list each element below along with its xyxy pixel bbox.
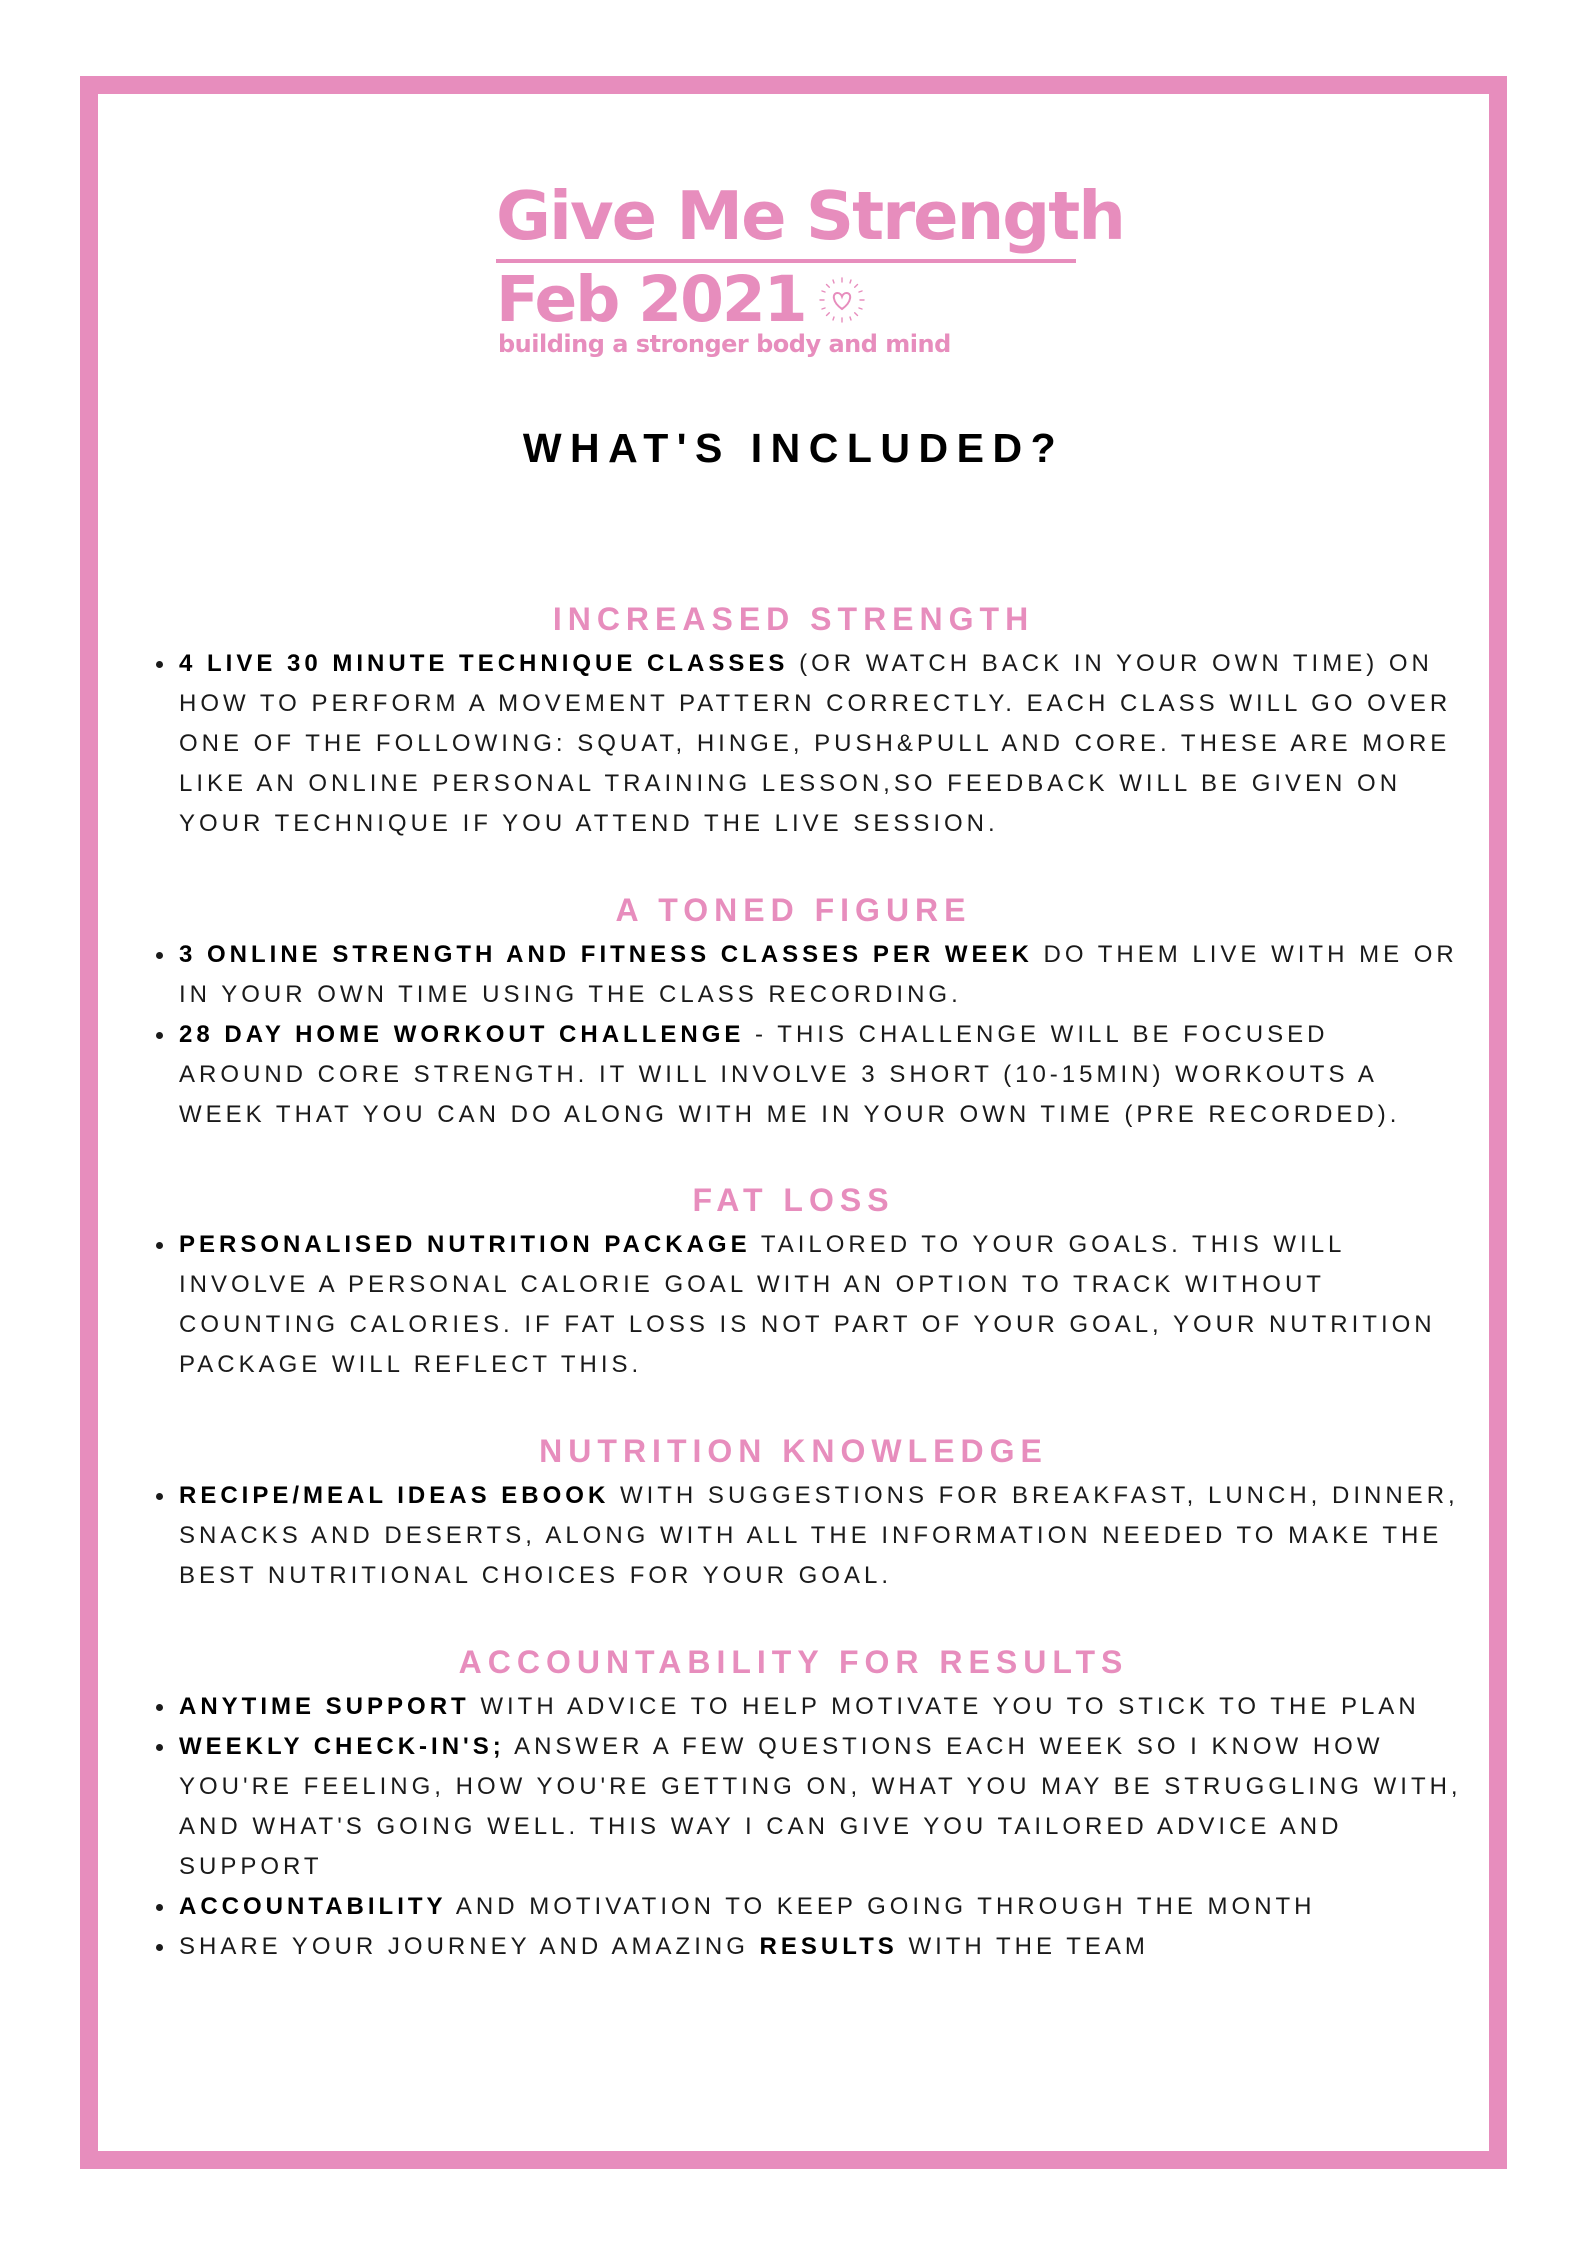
list-item-bold: ACCOUNTABILITY (179, 1893, 447, 1920)
list-item-bold: 4 LIVE 30 MINUTE TECHNIQUE CLASSES (179, 650, 789, 677)
list-item-text: WITH SUGGESTIONS FOR BREAKFAST, LUNCH, DINNER, SNACKS AND DESERTS, ALONG WITH ALL THE INFORMATION NEEDED TO MAKE THE BEST NUTRITIONAL CHOICES FOR YOUR GOAL. (179, 1482, 1459, 1589)
list-item-text: (OR WATCH BACK IN YOUR OWN TIME) ON HOW TO PERFORM A MOVEMENT PATTERN CORRECTLY. EACH CLASS WILL GO OVER ONE OF THE FOLLOWING: SQUAT, HINGE, PUSH&PULL AND CORE. THESE ARE MORE LIKE AN ONLINE PERSONAL TRAINING LESSON,SO FEEDBACK WILL BE GIVEN ON YOUR TECHNIQUE IF YOU ATTEND THE LIVE SESSION. (179, 650, 1452, 837)
list-item (154, 644, 1464, 844)
logo-title: Give Me Strength (496, 177, 1124, 255)
section-heading-nutrition-knowledge: NUTRITION KNOWLEDGE (539, 1433, 1048, 1469)
list-fat-loss (154, 1225, 1464, 1385)
list-accountability (154, 1687, 1464, 1967)
list-item-bold: WEEKLY CHECK-IN'S; (179, 1733, 505, 1760)
list-item (154, 1225, 1464, 1385)
list-item (154, 935, 1464, 1015)
list-item-text: AND MOTIVATION TO KEEP GOING THROUGH THE MONTH (446, 1893, 1316, 1920)
list-item (154, 1927, 1464, 1967)
heart-icon (818, 276, 866, 324)
list-item-text: WITH THE TEAM (897, 1933, 1149, 1960)
section-heading-toned-figure: A TONED FIGURE (615, 892, 972, 928)
list-item-text: TAILORED TO YOUR GOALS. THIS WILL INVOLVE A PERSONAL CALORIE GOAL WITH AN OPTION TO TRACK WITHOUT COUNTING CALORIES. IF FAT LOSS IS NOT PART OF YOUR GOAL, YOUR NUTRITION PACKAGE WILL REFLECT THIS. (179, 1231, 1436, 1378)
logo-date: Feb 2021 (496, 263, 806, 336)
list-item-bold: PERSONALISED NUTRITION PACKAGE (179, 1231, 751, 1258)
section-heading-accountability: ACCOUNTABILITY FOR RESULTS (458, 1644, 1129, 1680)
list-item-bold: RECIPE/MEAL IDEAS EBOOK (179, 1482, 610, 1509)
list-item (154, 1887, 1464, 1927)
list-item-bold: RESULTS (759, 1933, 898, 1960)
logo-tagline: building a stronger body and mind (498, 330, 951, 358)
list-item-text: DO THEM LIVE WITH ME OR IN YOUR OWN TIME USING THE CLASS RECORDING. (179, 941, 1458, 1008)
list-nutrition-knowledge (154, 1476, 1464, 1596)
list-toned-figure (154, 935, 1464, 1135)
logo (496, 176, 1124, 366)
list-item-bold: ANYTIME SUPPORT (179, 1693, 470, 1720)
list-item-text: ANSWER A FEW QUESTIONS EACH WEEK SO I KNOW HOW YOU'RE FEELING, HOW YOU'RE GETTING ON, WHAT YOU MAY BE STRUGGLING WITH, AND WHAT'S GOING WELL. THIS WAY I CAN GIVE YOU TAILORED ADVICE AND SUPPORT (179, 1733, 1462, 1880)
section-heading-increased-strength: INCREASED STRENGTH (552, 601, 1035, 637)
list-item (154, 1687, 1464, 1727)
list-item-bold: 28 DAY HOME WORKOUT CHALLENGE (179, 1021, 745, 1048)
list-item-text: - THIS CHALLENGE WILL BE FOCUSED AROUND CORE STRENGTH. IT WILL INVOLVE 3 SHORT (10-15MIN) WORKOUTS A WEEK THAT YOU CAN DO ALONG WITH ME IN YOUR OWN TIME (PRE RECORDED). (179, 1021, 1401, 1128)
list-increased-strength (154, 644, 1464, 844)
list-item (154, 1727, 1464, 1887)
list-item (154, 1015, 1464, 1135)
section-heading-fat-loss: FAT LOSS (692, 1182, 895, 1218)
list-item-bold: 3 ONLINE STRENGTH AND FITNESS CLASSES PER WEEK (179, 941, 1033, 968)
list-item-prefix: SHARE YOUR JOURNEY AND AMAZING (179, 1933, 760, 1960)
list-item-text: WITH ADVICE TO HELP MOTIVATE YOU TO STICK TO THE PLAN (469, 1693, 1420, 1720)
page-title: WHAT'S INCLUDED? (522, 425, 1065, 471)
list-item (154, 1476, 1464, 1596)
